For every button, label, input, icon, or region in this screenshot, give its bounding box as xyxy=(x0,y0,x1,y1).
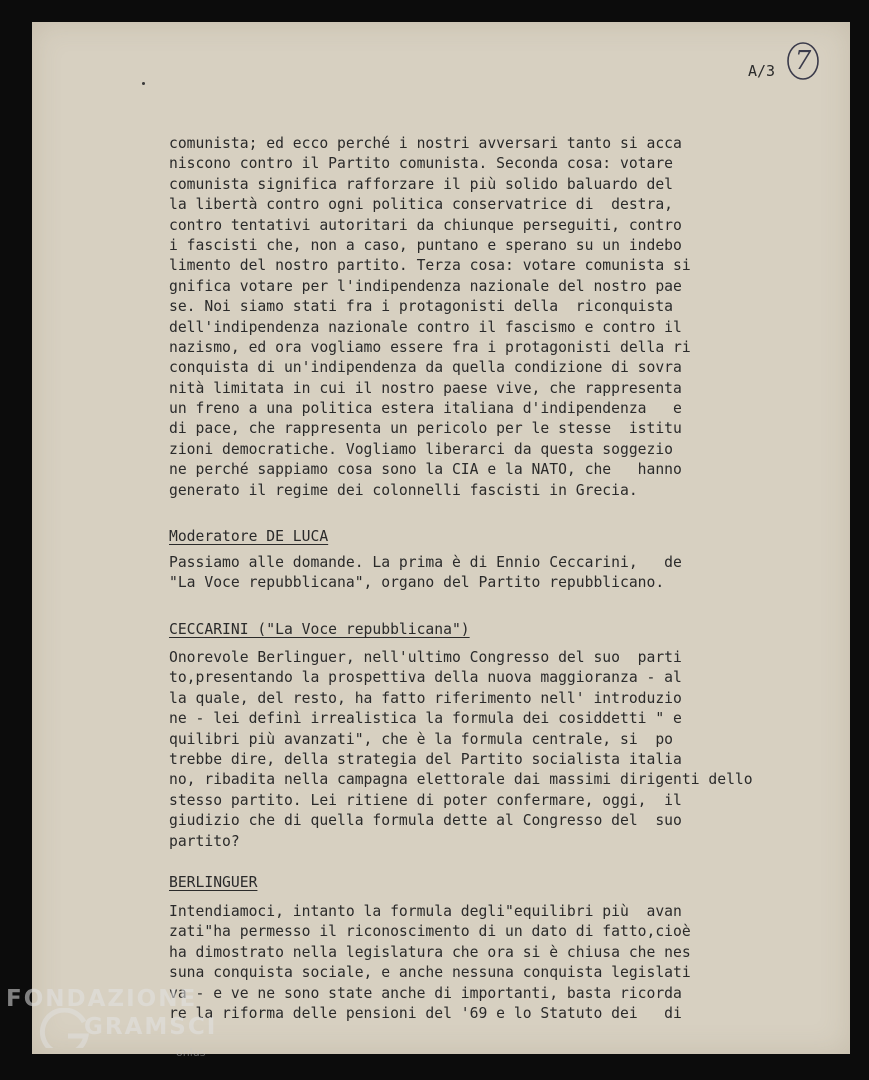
text-line: Onorevole Berlinguer, nell'ultimo Congresso del suo parti xyxy=(169,649,682,666)
text-line: generato il regime dei colonnelli fascisti in Grecia. xyxy=(169,481,638,499)
text-line: va - e ve ne sono state anche di importanti, basta ricorda xyxy=(169,984,682,1002)
text-line: giudizio che di quella formula dette al Congresso del suo xyxy=(169,812,682,830)
text-line: partito? xyxy=(169,832,240,850)
text-line: ne - lei definì irrealistica la formula dei cosiddetti " e xyxy=(169,710,682,728)
text-line: la quale, del resto, ha fatto riferimento nell' introduzio xyxy=(169,689,682,707)
text-line: nazismo, ed ora vogliamo essere fra i protagonisti della ri xyxy=(169,338,691,356)
text-line: limento del nostro partito. Terza cosa: votare comunista si xyxy=(169,257,691,275)
text-line: comunista significa rafforzare il più solido baluardo del xyxy=(169,175,674,193)
paragraph-4 xyxy=(169,902,789,1024)
text-line: comunista; ed ecco perché i nostri avversari tanto si acca xyxy=(169,135,682,152)
page-number-text: 7 xyxy=(794,46,812,76)
text-line: contro tentativi autoritari da chiunque perseguiti, contro xyxy=(169,216,682,234)
text-line: zioni democratiche. Vogliamo liberarci da questa soggezio xyxy=(169,440,674,458)
watermark-line-1: FONDAZIONE xyxy=(6,986,198,1012)
paragraph-2 xyxy=(169,553,789,594)
page-reference: A/3 xyxy=(748,62,776,80)
text-line: niscono contro il Partito comunista. Seconda cosa: votare xyxy=(169,155,674,173)
watermark-line-3: onlus xyxy=(176,1046,206,1059)
text-line: dell'indipendenza nazionale contro il fascismo e contro il xyxy=(169,318,682,336)
text-line: un freno a una politica estera italiana d'indipendenza e xyxy=(169,400,682,418)
text-line: quilibri più avanzati", che è la formula centrale, si po xyxy=(169,730,674,748)
heading-berlinguer: BERLINGUER xyxy=(169,874,258,891)
text-line: i fascisti che, non a caso, puntano e sperano su un indebo xyxy=(169,236,682,254)
text-line: stesso partito. Lei ritiene di poter confermare, oggi, il xyxy=(169,791,682,809)
text-line: "La Voce repubblicana", organo del Partito repubblicano. xyxy=(169,574,665,592)
page-number-circle-icon xyxy=(786,40,820,82)
text-line: conquista di un'indipendenza da quella condizione di sovra xyxy=(169,359,682,377)
text-line: nità limitata in cui il nostro paese vive, che rappresenta xyxy=(169,379,682,397)
watermark-line-2: GRAMSCI xyxy=(84,1014,218,1040)
text-line: ha dimostrato nella legislatura che ora si è chiusa che nes xyxy=(169,943,691,961)
text-line: suna conquista sociale, e anche nessuna conquista legislati xyxy=(169,964,691,982)
text-line: se. Noi siamo stati fra i protagonisti della riconquista xyxy=(169,298,674,316)
text-line: di pace, che rappresenta un pericolo per le stesse istitu xyxy=(169,420,682,438)
text-line: Intendiamoci, intanto la formula degli"equilibri più avan xyxy=(169,903,682,920)
text-line: no, ribadita nella campagna elettorale dai massimi dirigenti dello xyxy=(169,771,753,789)
paper-speck xyxy=(142,82,145,85)
text-line: zati"ha permesso il riconoscimento di un dato di fatto,cioè xyxy=(169,923,691,941)
paragraph-1 xyxy=(169,134,789,501)
text-line: gnifica votare per l'indipendenza nazionale del nostro pae xyxy=(169,277,682,295)
paragraph-3 xyxy=(169,648,789,852)
text-line: re la riforma delle pensioni del '69 e lo Statuto dei di xyxy=(169,1004,682,1022)
heading-ceccarini: CECCARINI ("La Voce repubblicana") xyxy=(169,621,470,638)
handwritten-page-number xyxy=(786,40,820,82)
text-line: trebbe dire, della strategia del Partito socialista italia xyxy=(169,750,682,768)
text-line: Passiamo alle domande. La prima è di Ennio Ceccarini, de xyxy=(169,554,682,571)
text-line: to,presentando la prospettiva della nuova maggioranza - al xyxy=(169,669,682,687)
text-line: la libertà contro ogni politica conservatrice di destra, xyxy=(169,196,674,214)
heading-moderator: Moderatore DE LUCA xyxy=(169,528,329,545)
text-line: ne perché sappiamo cosa sono la CIA e la NATO, che hanno xyxy=(169,461,682,479)
